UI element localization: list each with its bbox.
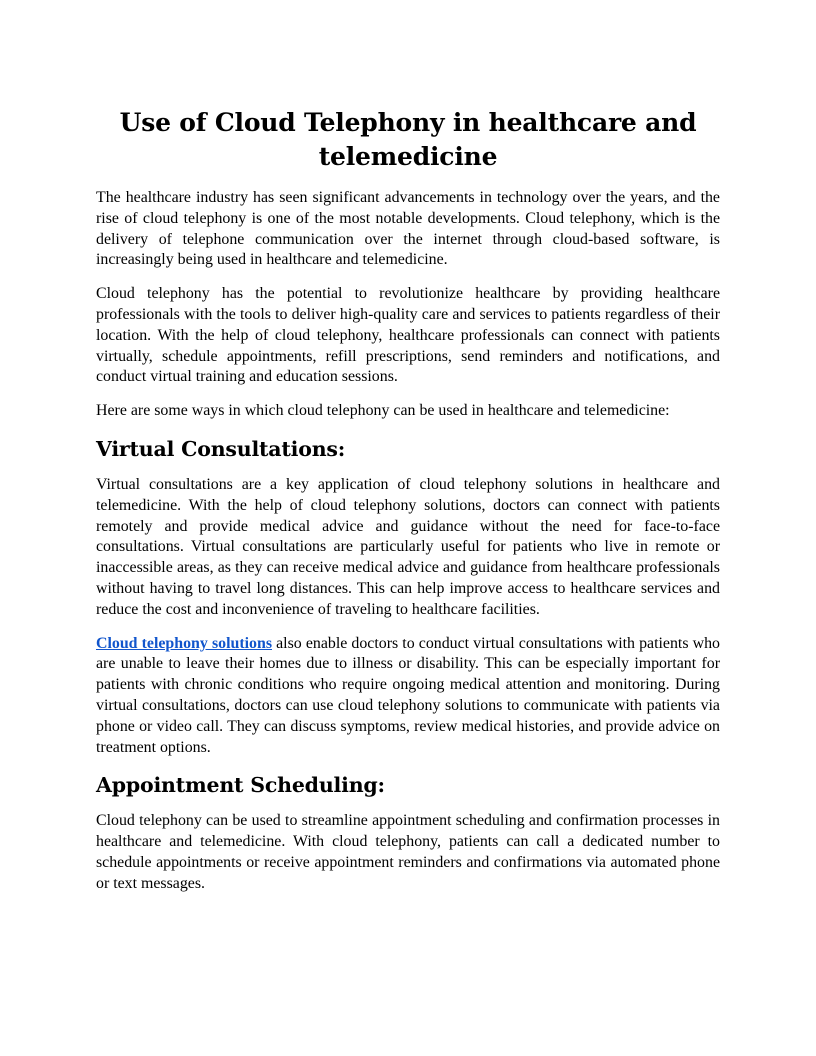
document-page [96, 106, 720, 908]
page-title: Use of Cloud Telephony in healthcare and telemedicine [119, 108, 697, 171]
section-heading-appointment-scheduling: Appointment Scheduling: [96, 773, 385, 798]
virtual-consultations-paragraph-2-text: also enable doctors to conduct virtual consultations with patients who are unable to leave their homes due to illness or disability. This can be especially important for patients with chronic conditions who require ongoing medical attention and monitoring. During virtual consultations, doctors can use cloud telephony solutions to communicate with patients via phone or video call. They can discuss symptoms, review medical histories, and provide advice on treatment options. [96, 634, 720, 756]
intro-paragraph-2: Cloud telephony has the potential to revolutionize healthcare by providing healthcare professionals with the tools to deliver high-quality care and services to patients regardless of their location. With the help of cloud telephony, healthcare professionals can connect with patients virtually, schedule appointments, refill prescriptions, send reminders and notifications, and conduct virtual training and education sessions. [96, 285, 720, 386]
section-heading-virtual-consultations: Virtual Consultations: [96, 436, 346, 461]
virtual-consultations-paragraph-1: Virtual consultations are a key application of cloud telephony solutions in healthcare and telemedicine. With the help of cloud telephony solutions, doctors can connect with patients remotely and provide medical advice and guidance without the need for face-to-face consultations. Virtual consultations are particularly useful for patients who live in remote or inaccessible areas, as they can receive medical advice and guidance from healthcare professionals without having to travel long distances. This can help improve access to healthcare services and reduce the cost and inconvenience of traveling to healthcare facilities. [96, 475, 720, 618]
virtual-consultations-paragraph-2 [96, 634, 720, 759]
intro-paragraph-1: The healthcare industry has seen significant advancements in technology over the years, and the rise of cloud telephony is one of the most notable developments. Cloud telephony, which is the delivery of telephone communication over the internet through cloud-based software, is increasingly being used in healthcare and telemedicine. [96, 189, 720, 269]
cloud-telephony-solutions-link[interactable]: Cloud telephony solutions [96, 634, 273, 652]
intro-paragraph-3: Here are some ways in which cloud telephony can be used in healthcare and telemedicine: [96, 402, 670, 420]
appointment-scheduling-paragraph-1: Cloud telephony can be used to streamline appointment scheduling and confirmation processes in healthcare and telemedicine. With cloud telephony, patients can call a dedicated number to schedule appointments or receive appointment reminders and confirmations via automated phone or text messages. [96, 812, 720, 892]
